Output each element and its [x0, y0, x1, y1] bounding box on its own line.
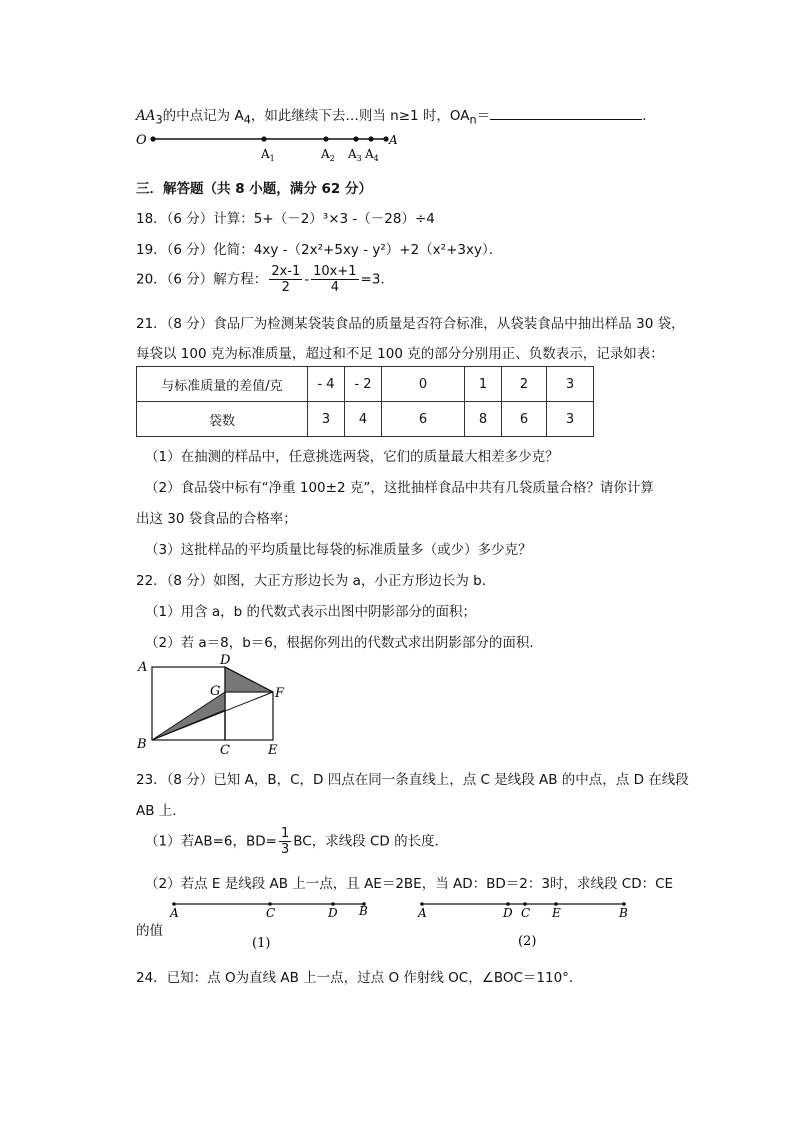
table-cell: 3 [547, 402, 594, 437]
point-a4 [368, 136, 373, 141]
label-c: C [220, 743, 230, 758]
table-cell: 8 [465, 402, 502, 437]
line-bf [152, 692, 273, 740]
point-o-label: O [136, 133, 147, 148]
q17-number-line [130, 128, 410, 166]
fraction-1 [269, 264, 302, 295]
label-d: D [220, 653, 231, 668]
point-o [150, 136, 155, 141]
table-cell: - 4 [308, 367, 345, 402]
label-c: C [266, 906, 276, 920]
q23-part2-end: 的值 [136, 923, 163, 939]
q21-line2: 每袋以 100 克为标准质量，超过和不足 100 克的部分分别用正、负数表示，记录如表： [136, 346, 664, 362]
table-cell: 6 [382, 402, 465, 437]
q19: 19．（6 分）化简：4xy -（2x²+5xy - y²）+2（x²+3xy）． [136, 242, 503, 258]
q17-text-2: 的中点记为 A [162, 108, 244, 124]
q23-figure-2 [410, 895, 640, 951]
fraction-1-den: 2 [281, 280, 290, 295]
label-e: E [552, 906, 561, 920]
q21-part2b: 出这 30 袋食品的合格率； [136, 511, 297, 527]
label-b: B [137, 737, 147, 752]
weight-table [136, 366, 594, 437]
a3-label: $A_3$ [348, 147, 362, 163]
q23-part2: （2）若点 E 是线段 AB 上一点，且 AE＝2BE，当 AD：BD＝2：3时，求线段 CD：CE [145, 876, 674, 892]
q23-part1 [145, 826, 448, 857]
answer-blank[interactable] [490, 107, 642, 120]
table-cell: 4 [345, 402, 382, 437]
q17-text-1: AA [136, 108, 156, 124]
table-cell: - 2 [345, 367, 382, 402]
table-cell: 3 [547, 367, 594, 402]
label-a: A [170, 906, 179, 920]
q23-line1: 23．（8 分）已知 A，B，C，D 四点在同一条直线上，点 C 是线段 AB 的中点，点 D 在线段 [136, 772, 689, 788]
q17-eq: ＝ [476, 108, 491, 124]
table-cell: 0 [382, 367, 465, 402]
q20-minus: - [304, 271, 310, 288]
point-a [383, 136, 388, 141]
q17-end: ． [642, 108, 656, 124]
q22-part1: （1）用含 a，b 的代数式表示出图中阴影部分的面积； [145, 604, 477, 620]
q21-part1: （1）在抽测的样品中，任意挑选两袋，它们的质量最大相差多少克？ [145, 449, 559, 465]
a4-label: $A_4$ [365, 147, 379, 163]
label-e: E [268, 743, 278, 758]
q20-pre: 20．（6 分）解方程： [136, 271, 268, 288]
fraction-1-num: 2x-1 [271, 264, 301, 279]
table-cell: 6 [502, 402, 547, 437]
q22-part2: （2）若 a＝8，b＝6，根据你列出的代数式求出阴影部分的面积． [145, 635, 543, 651]
point-a1 [261, 136, 266, 141]
label-b: B [619, 906, 628, 920]
label-d: D [503, 906, 513, 920]
point-a-label: A [389, 133, 398, 147]
q17-tail [136, 104, 656, 127]
label-c: C [521, 906, 531, 920]
section-3-heading: 三．解答题（共 8 小题，满分 62 分） [136, 181, 372, 197]
fraction-2-num: 10x+1 [313, 264, 357, 279]
table-row [137, 402, 594, 437]
q21-part3: （3）这批样品的平均质量比每袋的标准质量多（或少）多少克？ [145, 542, 532, 558]
label-d: D [328, 906, 338, 920]
a1-label: $A_1$ [261, 147, 275, 163]
table-row [137, 367, 594, 402]
q21-line1: 21．（8 分）食品厂为检测某袋装食品的质量是否符合标准，从袋装食品中抽出样品 30 袋， [136, 316, 685, 332]
q23-part1-post: BC，求线段 CD 的长度． [293, 833, 449, 850]
fraction-2-den: 4 [330, 280, 339, 295]
q23-line2: AB 上． [136, 803, 186, 819]
fraction-2 [311, 264, 358, 295]
fraction-num: 1 [280, 826, 290, 841]
fraction-den: 3 [280, 842, 290, 857]
q21-part2a: （2）食品袋中标有“净重 100±2 克”，这批抽样食品中共有几袋质量合格？请你计算 [145, 480, 654, 496]
q20 [136, 264, 385, 295]
fraction-one-third [279, 826, 291, 857]
point-a3 [353, 136, 358, 141]
label-g: G [210, 684, 221, 699]
q17-sub-3: 3 [155, 113, 163, 127]
label-a: A [418, 906, 427, 920]
label-f: F [275, 686, 285, 701]
a2-label: $A_2$ [321, 147, 335, 163]
q18: 18．（6 分）计算：5+（－2）³×3 -（－28）÷4 [136, 211, 435, 227]
q23-part1-pre: （1）若AB=6，BD= [145, 833, 277, 850]
q23-figure-1 [160, 895, 380, 955]
point-a2 [323, 136, 328, 141]
q17-text-3: ，如此继续下去…则当 n≥1 时，OA [250, 108, 470, 124]
q22-line1: 22．（8 分）如图，大正方形边长为 a，小正方形边长为 b． [136, 573, 496, 589]
caption-1: (1) [252, 936, 271, 951]
table-header-bags: 袋数 [137, 402, 308, 437]
table-cell: 2 [502, 367, 547, 402]
q20-post: =3. [360, 271, 385, 288]
small-square [225, 692, 273, 740]
shaded-triangle-lower [152, 692, 225, 740]
q17-sub-4: 4 [243, 113, 251, 127]
label-a: A [138, 660, 148, 675]
q17-sub-n: n [469, 113, 477, 127]
q24: 24．已知：点 O为直线 AB 上一点，过点 O 作射线 OC，∠BOC＝110°． [136, 970, 583, 986]
q22-figure [130, 650, 300, 762]
table-cell: 1 [465, 367, 502, 402]
table-cell: 3 [308, 402, 345, 437]
label-b: B [359, 904, 368, 918]
caption-2: (2) [518, 934, 537, 949]
table-header-diff: 与标准质量的差值/克 [137, 367, 308, 402]
